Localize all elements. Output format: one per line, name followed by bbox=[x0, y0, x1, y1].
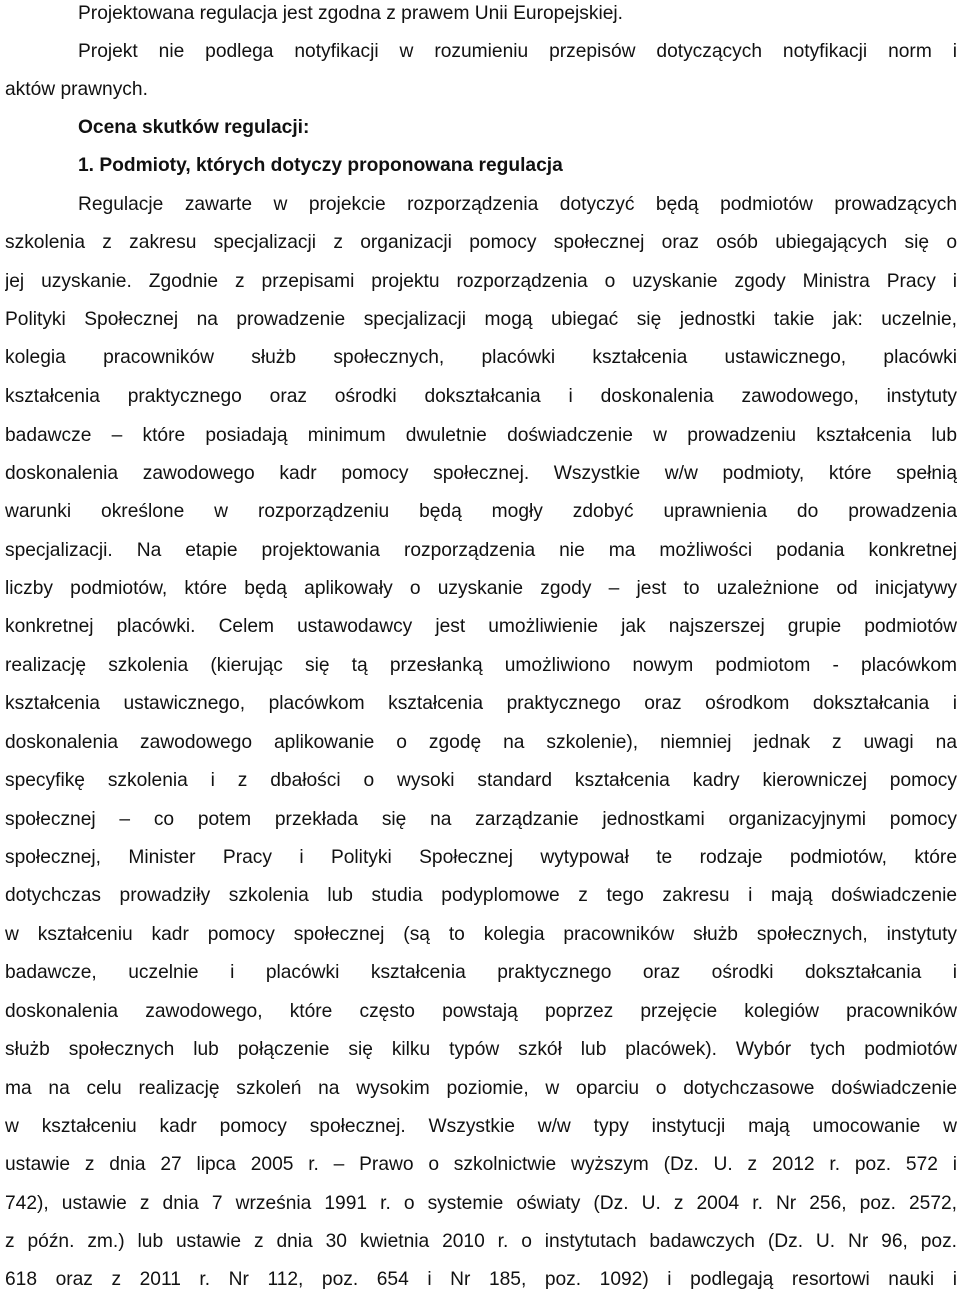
paragraph-line: realizację szkolenia (kierując się tą przesłanką umożliwiono nowym podmiotom - placówkom bbox=[5, 655, 957, 676]
paragraph-line: w kształceniu kadr pomocy społecznej. Wszystkie w/w typy instytucji mają umocowanie w bbox=[5, 1116, 957, 1137]
section-heading-impact-assessment: Ocena skutków regulacji: bbox=[78, 117, 310, 138]
paragraph-line: jej uzyskanie. Zgodnie z przepisami projektu rozporządzenia o uzyskanie zgody Ministra Pracy i bbox=[5, 271, 957, 292]
paragraph-line: kolegia pracowników służb społecznych, placówki kształcenia ustawicznego, placówki bbox=[5, 347, 957, 368]
paragraph-line: specyfikę szkolenia i z dbałości o wysoki standard kształcenia kadry kierowniczej pomocy bbox=[5, 770, 957, 791]
paragraph-line: specjalizacji. Na etapie projektowania rozporządzenia nie ma możliwości podania konkretnej bbox=[5, 540, 957, 561]
paragraph-line: ustawie z dnia 27 lipca 2005 r. – Prawo o szkolnictwie wyższym (Dz. U. z 2012 r. poz. 572 i bbox=[5, 1154, 957, 1175]
paragraph-line: Regulacje zawarte w projekcie rozporządzenia dotyczyć będą podmiotów prowadzących bbox=[78, 194, 957, 215]
paragraph-line: badawcze – które posiadają minimum dwuletnie doświadczenie w prowadzeniu kształcenia lub bbox=[5, 425, 957, 446]
paragraph-line: badawcze, uczelnie i placówki kształcenia praktycznego oraz ośrodki dokształcania i bbox=[5, 962, 957, 983]
paragraph-line: służb społecznych lub połączenie się kilku typów szkół lub placówek). Wybór tych podmiotów bbox=[5, 1039, 957, 1060]
paragraph-line: społecznej – co potem przekłada się na zarządzanie jednostkami organizacyjnymi pomocy bbox=[5, 809, 957, 830]
paragraph-line: społecznej, Minister Pracy i Polityki Społecznej wytypował te rodzaje podmiotów, które bbox=[5, 847, 957, 868]
paragraph-line: szkolenia z zakresu specjalizacji z organizacji pomocy społecznej oraz osób ubiegających się o bbox=[5, 232, 957, 253]
paragraph-line: doskonalenia zawodowego aplikowanie o zgodę na szkolenie), niemniej jednak z uwagi na bbox=[5, 732, 957, 753]
paragraph-line: w kształceniu kadr pomocy społecznej (są to kolegia pracowników służb społecznych, instytuty bbox=[5, 924, 957, 945]
paragraph-line: kształcenia praktycznego oraz ośrodki dokształcania i doskonalenia zawodowego, instytuty bbox=[5, 386, 957, 407]
paragraph-line: liczby podmiotów, które będą aplikowały o uzyskanie zgody – jest to uzależnione od inicjatywy bbox=[5, 578, 957, 599]
subsection-heading-entities: 1. Podmioty, których dotyczy proponowana regulacja bbox=[78, 155, 563, 176]
paragraph-line: z późn. zm.) lub ustawie z dnia 30 kwietnia 2010 r. o instytutach badawczych (Dz. U. Nr 96, poz. bbox=[5, 1231, 957, 1252]
text-line-compliance: Projektowana regulacja jest zgodna z prawem Unii Europejskiej. bbox=[78, 3, 623, 24]
paragraph-line: doskonalenia zawodowego, które często powstają poprzez przejęcie kolegiów pracowników bbox=[5, 1001, 957, 1022]
paragraph-line: Polityki Społecznej na prowadzenie specjalizacji mogą ubiegać się jednostki takie jak: uczelnie, bbox=[5, 309, 957, 330]
paragraph-line: dotychczas prowadziły szkolenia lub studia podyplomowe z tego zakresu i mają doświadczenie bbox=[5, 885, 957, 906]
text-line-notification: Projekt nie podlega notyfikacji w rozumieniu przepisów dotyczących notyfikacji norm i bbox=[78, 41, 957, 62]
paragraph-line: 742), ustawie z dnia 7 września 1991 r. o systemie oświaty (Dz. U. z 2004 r. Nr 256, poz. 2572, bbox=[5, 1193, 957, 1214]
text-line-notification-cont: aktów prawnych. bbox=[5, 79, 148, 100]
paragraph-line: 618 oraz z 2011 r. Nr 112, poz. 654 i Nr 185, poz. 1092) i podlegają resortowi nauki i bbox=[5, 1269, 957, 1290]
paragraph-line: doskonalenia zawodowego kadr pomocy społecznej. Wszystkie w/w podmioty, które spełnią bbox=[5, 463, 957, 484]
paragraph-line: ma na celu realizację szkoleń na wysokim poziomie, w oparciu o dotychczasowe doświadczenie bbox=[5, 1078, 957, 1099]
paragraph-line: kształcenia ustawicznego, placówkom kształcenia praktycznego oraz ośrodkom dokształcania i bbox=[5, 693, 957, 714]
paragraph-line: warunki określone w rozporządzeniu będą mogły zdobyć uprawnienia do prowadzenia bbox=[5, 501, 957, 522]
paragraph-line: konkretnej placówki. Celem ustawodawcy jest umożliwienie jak najszerszej grupie podmiotów bbox=[5, 616, 957, 637]
